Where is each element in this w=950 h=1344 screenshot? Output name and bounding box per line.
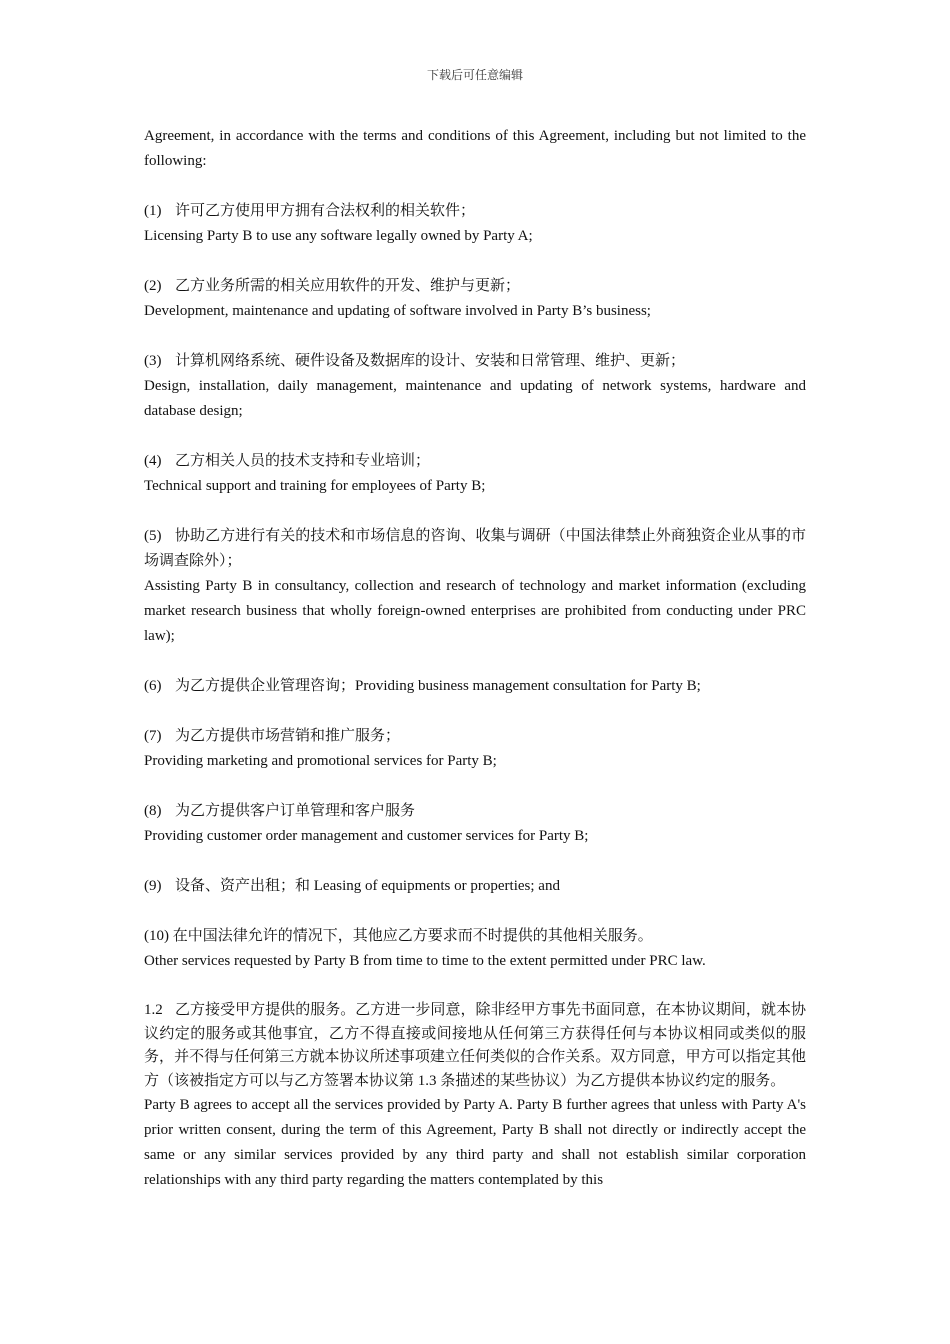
list-item-en: Providing marketing and promotional services for Party B; <box>144 753 497 769</box>
list-item-en: Other services requested by Party B from time to time to the extent permitted under PRC law. <box>144 953 706 969</box>
list-item-zh: (10) 在中国法律允许的情况下，其他应乙方要求而不时提供的其他相关服务。 <box>144 928 653 944</box>
list-item-en: Providing customer order management and customer services for Party B; <box>144 828 589 844</box>
list-item-zh: (5) 协助乙方进行有关的技术和市场信息的咨询、收集与调研（中国法律禁止外商独资企业从事的市场调查除外）； <box>144 528 806 569</box>
list-item-zh: (2) 乙方业务所需的相关应用软件的开发、维护与更新； <box>144 278 521 294</box>
clause-1-2-zh: 1.2 乙方接受甲方提供的服务。乙方进一步同意，除非经甲方事先书面同意，在本协议期间，就本协议约定的服务或其他事宜，乙方不得直接或间接地从任何第三方获得任何与本协议相同或类似的服务，并不得与任何第三方就本协议所述事项建立任何类似的合作关系。双方同意，甲方可以指定其他方（该被指定方可以与乙方签署本协议第 1.3 条描述的某些协议）为乙方提供本协议约定的服务。 <box>144 1002 806 1089</box>
list-item-zh: (7) 为乙方提供市场营销和推广服务； <box>144 728 401 744</box>
list-item-en: Development, maintenance and updating of software involved in Party B’s business; <box>144 303 651 319</box>
list-item-zh: (1) 许可乙方使用甲方拥有合法权利的相关软件； <box>144 203 476 219</box>
list-item-zh: (3) 计算机网络系统、硬件设备及数据库的设计、安装和日常管理、维护、更新； <box>144 353 686 369</box>
list-item-combined: (6) 为乙方提供企业管理咨询；Providing business management consultation for Party B; <box>144 678 701 694</box>
list-item-zh: (4) 乙方相关人员的技术支持和专业培训； <box>144 453 431 469</box>
list-item-en: Technical support and training for employees of Party B; <box>144 478 486 494</box>
page-header: 下载后可任意编辑 <box>426 68 523 82</box>
list-item-en: Licensing Party B to use any software legally owned by Party A; <box>144 228 533 244</box>
list-item-en: Assisting Party B in consultancy, collection and research of technology and market information (excluding market research business that wholly foreign-owned enterprises are prohibited from conducting under PRC law); <box>144 578 806 644</box>
clause-1-2-en: Party B agrees to accept all the services provided by Party A. Party B further agrees that unless with Party A's prior written consent, during the term of this Agreement, Party B shall not directly or indirectly accept the same or any similar services provided by any third party and shall not establish similar corporation relationships with any third party regarding the matters contemplated by this <box>144 1097 806 1188</box>
document-body <box>144 124 806 1193</box>
intro-paragraph: Agreement, in accordance with the terms and conditions of this Agreement, including but not limited to the following: <box>144 128 806 169</box>
list-item-combined: (9) 设备、资产出租；和 Leasing of equipments or properties; and <box>144 878 560 894</box>
list-item-zh: (8) 为乙方提供客户订单管理和客户服务 <box>144 803 416 819</box>
list-item-en: Design, installation, daily management, maintenance and updating of network systems, hardware and database design; <box>144 378 806 419</box>
